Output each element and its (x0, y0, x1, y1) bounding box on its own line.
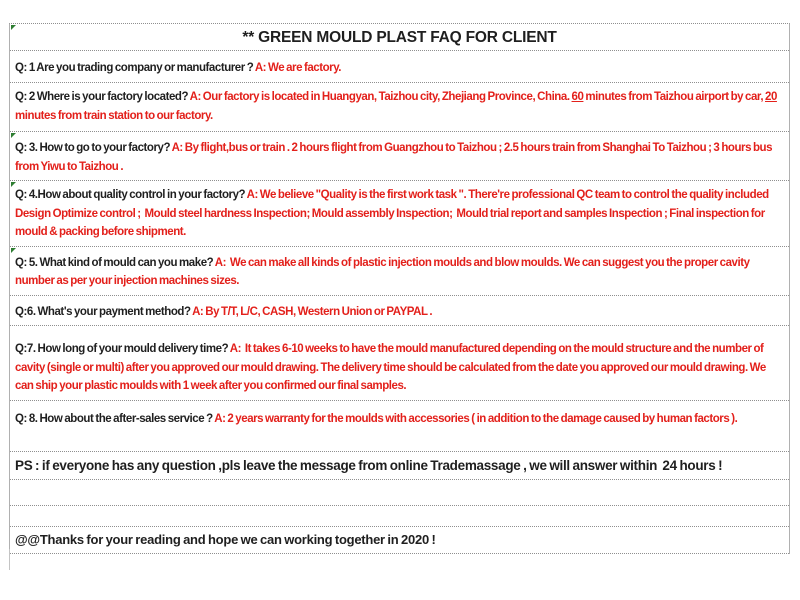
blank-row (10, 480, 789, 506)
answer-text: A: It takes 6-10 weeks to have the mould manufactured depending on the mould structure and the number of cavity (single or multi) after you approved our mould drawing. The delivery time should be calculated from the date you approved our mould drawing. We can ship your plastic moulds with 1 week after you confirmed our final samples. (15, 343, 768, 392)
question-text: Q: 8. How about the after-sales service ? (15, 412, 215, 425)
answer-text: A: By T/T, L/C, CASH, Western Union or PAYPAL . (192, 305, 433, 318)
faq-row (10, 247, 789, 296)
sheet-edge-stub (9, 549, 10, 570)
comment-indicator-icon (11, 25, 16, 30)
answer-text: A: Our factory is located in Huangyan, Taizhou city, Zhejiang Province, China. (189, 91, 572, 103)
row-text (15, 303, 784, 322)
row-text (15, 410, 784, 429)
thanks-row (10, 527, 789, 554)
answer-text: minutes from Taizhou airport by car, (583, 91, 766, 103)
question-text: ** GREEN MOULD PLAST FAQ FOR CLIENT (242, 29, 557, 46)
faq-row (10, 51, 789, 83)
faq-row (10, 326, 789, 401)
faq-row (10, 296, 789, 327)
faq-row (10, 401, 789, 452)
question-text: Q:7. How long of your mould delivery time? (15, 343, 230, 355)
answer-text: A: By flight,bus or train . 2 hours flight from Guangzhou to Taizhou ; 2.5 hours train from Shanghai To Taizhou ; 3 hours bus from Yiwu to Taizhou . (15, 142, 775, 173)
faq-row (10, 132, 789, 181)
faq-sheet (9, 23, 790, 554)
answer-text: A: We believe "Quality is the first work task ". There're professional QC team to control the quality included Design Optimize control ; Mould steel hardness Inspection; Mould assembly Inspection; Mould trial report and samples Inspection ; Final inspection for mould & packing before shipment. (15, 189, 771, 238)
ps-row (10, 452, 789, 480)
row-text (15, 139, 784, 176)
row-text (15, 531, 784, 549)
answer-text: A: We can make all kinds of plastic injection moulds and blow moulds. We can suggest you the proper cavity number as per your injection machines sizes. (15, 256, 752, 287)
answer-text: A: 2 years warranty for the moulds with accessories ( in addition to the damage caused by human factors ). (214, 412, 738, 425)
answer-text: 20 (765, 91, 777, 103)
comment-indicator-icon (11, 133, 16, 138)
question-text: Q: 5. What kind of mould can you make? (15, 256, 215, 269)
comment-indicator-icon (11, 248, 16, 253)
question-text: Q: 2 Where is your factory located? (15, 91, 190, 103)
row-text (15, 340, 784, 396)
row-text (15, 59, 784, 78)
comment-indicator-icon (11, 182, 16, 187)
row-text (15, 88, 784, 125)
question-text: Q: 4.How about quality control in your factory? (15, 189, 247, 201)
faq-row (10, 83, 789, 132)
faq-row (10, 181, 789, 247)
answer-text: 60 (571, 91, 584, 103)
answer-text: minutes from train station to our factory. (15, 91, 779, 122)
blank-row (10, 506, 789, 527)
page-title (15, 29, 784, 46)
title-row (10, 24, 789, 51)
row-text (15, 186, 784, 242)
row-text (15, 254, 784, 291)
question-text: Q: 1 Are you trading company or manufacturer ? (15, 62, 255, 74)
question-text: Q: 3. How to go to your factory? (15, 142, 172, 154)
answer-text: A: We are factory. (254, 62, 342, 74)
question-text: @@Thanks for your reading and hope we can working together in 2020 ! (15, 531, 436, 547)
question-text: Q:6. What's your payment method? (15, 305, 193, 318)
row-text (15, 456, 784, 475)
question-text: PS : if everyone has any question ,pls leave the message from online Trademassage , we will answer within 24 hours ! (15, 457, 723, 473)
